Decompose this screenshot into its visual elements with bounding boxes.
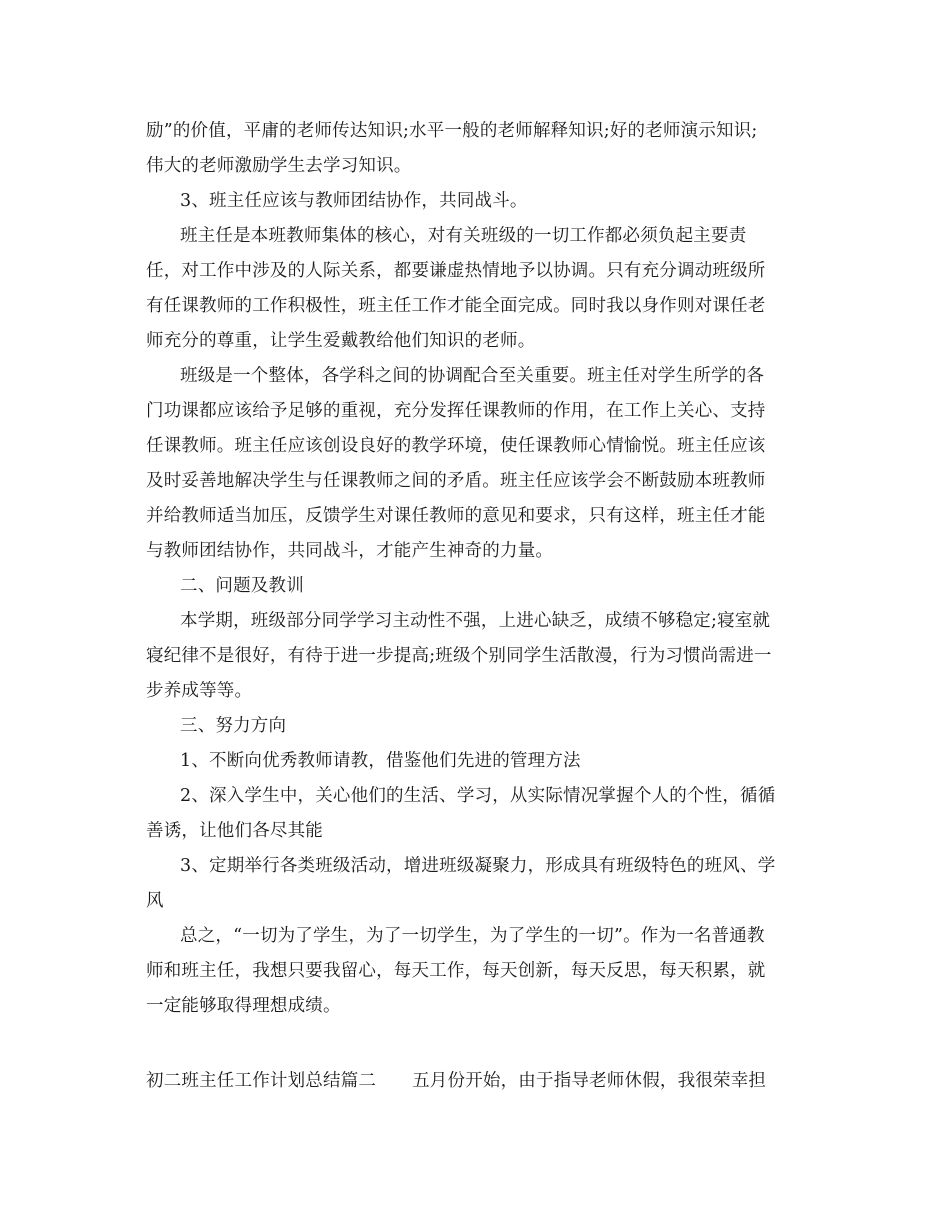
list-item: 1、不断向优秀教师请教，借鉴他们先进的管理方法 — [180, 751, 581, 771]
paragraph-line: 总之，“一切为了学生，为了一切学生，为了学生的一切”。作为一名普通教 — [180, 926, 765, 946]
list-item: 3、定期举行各类班级活动，增进班级凝聚力，形成具有班级特色的班风、学 — [180, 856, 776, 876]
paragraph-line: 任课教师。班主任应该创设良好的教学环境，使任课教师心情愉悦。班主任应该 — [146, 436, 766, 456]
paragraph-line: 并给教师适当加压，反馈学生对课任教师的意见和要求，只有这样，班主任才能 — [146, 506, 766, 526]
paragraph-line: 班主任是本班教师集体的核心，对有关班级的一切工作都必须负起主要责 — [180, 226, 747, 246]
paragraph-line: 寝纪律不是很好，有待于进一步提高;班级个别同学生活散漫，行为习惯尚需进一 — [146, 646, 772, 666]
list-item-continuation: 善诱，让他们各尽其能 — [146, 821, 323, 841]
paragraph-line: 师充分的尊重，让学生爱戴教给他们知识的老师。 — [146, 331, 536, 351]
paragraph-line: 励”的价值，平庸的老师传达知识;水平一般的老师解释知识;好的老师演示知识; — [146, 121, 758, 141]
section-item-heading: 3、班主任应该与教师团结协作，共同战斗。 — [180, 191, 528, 211]
next-article-title: 初二班主任工作计划总结篇二 — [146, 1071, 377, 1091]
paragraph-line: 一定能够取得理想成绩。 — [146, 996, 341, 1016]
paragraph-line: 本学期，班级部分同学学习主动性不强，上进心缺乏，成绩不够稳定;寝室就 — [180, 611, 771, 631]
section-heading: 三、努力方向 — [180, 716, 287, 736]
paragraph-line: 与教师团结协作，共同战斗，才能产生神奇的力量。 — [146, 541, 554, 561]
next-article-line — [146, 1064, 808, 1099]
paragraph-line: 伟大的老师激励学生去学习知识。 — [146, 156, 412, 176]
list-item-continuation: 风 — [146, 891, 164, 911]
next-article-text: 五月份开始，由于指导老师休假，我很荣幸担 — [412, 1071, 767, 1091]
paragraph-line: 师和班主任，我想只要我留心，每天工作，每天创新，每天反思，每天积累，就 — [146, 961, 766, 981]
document-body — [146, 114, 808, 1024]
paragraph-line: 班级是一个整体，各学科之间的协调配合至关重要。班主任对学生所学的各 — [180, 366, 765, 386]
list-item: 2、深入学生中，关心他们的生活、学习，从实际情况掌握个人的个性，循循 — [180, 786, 776, 806]
paragraph-line: 任，对工作中涉及的人际关系，都要谦虚热情地予以协调。只有充分调动班级所 — [146, 261, 766, 281]
paragraph-line: 步养成等等。 — [146, 681, 253, 701]
paragraph-line: 门功课都应该给予足够的重视，充分发挥任课教师的作用，在工作上关心、支持 — [146, 401, 766, 421]
paragraph-line: 及时妥善地解决学生与任课教师之间的矛盾。班主任应该学会不断鼓励本班教师 — [146, 471, 766, 491]
paragraph-line: 有任课教师的工作积极性，班主任工作才能全面完成。同时我以身作则对课任老 — [146, 296, 766, 316]
section-heading: 二、问题及教训 — [180, 576, 304, 596]
